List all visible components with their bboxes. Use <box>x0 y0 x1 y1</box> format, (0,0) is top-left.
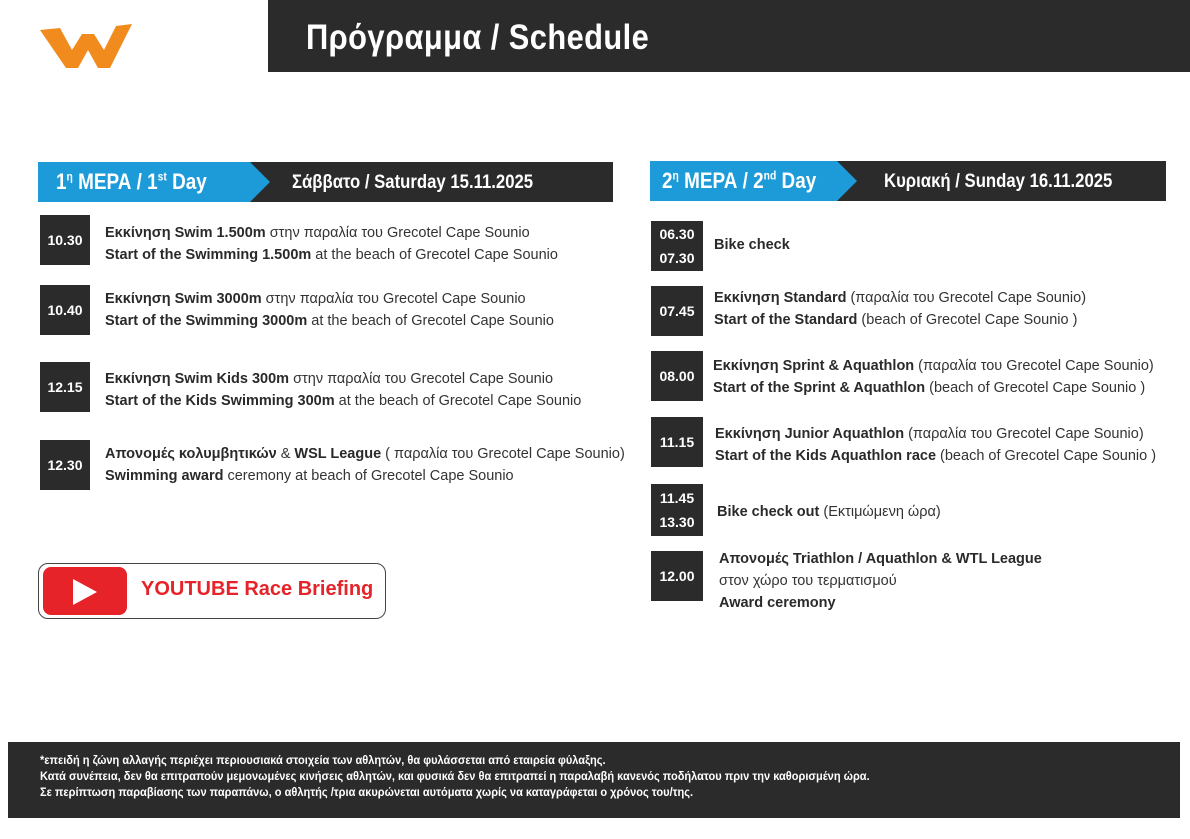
time-box: 07.45 <box>651 286 703 336</box>
schedule-item: Εκκίνηση Sprint & Aquathlon (παραλία του Grecotel Cape Sounio) Start of the Sprint & Aquathlon (beach of Grecotel Cape Sounio ) <box>713 358 1154 396</box>
schedule-item: Εκκίνηση Swim Kids 300m στην παραλία του Grecotel Cape Sounio Start of the Kids Swimming 300m at the beach of Grecotel Cape Sounio <box>105 371 582 409</box>
youtube-briefing-button[interactable] <box>38 563 386 619</box>
play-icon <box>43 567 127 615</box>
footer-line: Κατά συνέπεια, δεν θα επιτραπούν μεμονωμένες κινήσεις αθλητών, και φυσικά δεν θα επιτραπεί η παραλαβή κανενός ποδήλατου πριν την καθορισμένη ώρα. <box>40 769 870 783</box>
day2-date: Κυριακή / Sunday 16.11.2025 <box>884 171 1113 192</box>
footer-line: Σε περίπτωση παραβίασης των παραπάνω, ο αθλητής /τρια ακυρώνεται αυτόματα χωρίς να καταγράφεται ο χρόνος του/της. <box>40 785 694 799</box>
time-box: 10.40 <box>40 285 90 335</box>
time-box: 12.00 <box>651 551 703 601</box>
day1-header <box>38 162 613 202</box>
schedule-item: Εκκίνηση Junior Aquathlon (παραλία του Grecotel Cape Sounio) Start of the Kids Aquathlon race (beach of Grecotel Cape Sounio ) <box>715 426 1157 464</box>
schedule-item: Bike check out (Εκτιμώμενη ώρα) <box>717 504 941 520</box>
footer-notice <box>8 742 1180 818</box>
schedule-item: Εκκίνηση Swim 1.500m στην παραλία του Grecotel Cape Sounio Start of the Swimming 1.500m at the beach of Grecotel Cape Sounio <box>105 225 558 263</box>
day2-header <box>650 161 1166 201</box>
schedule-item: Εκκίνηση Swim 3000m στην παραλία του Grecotel Cape Sounio Start of the Swimming 3000m at the beach of Grecotel Cape Sounio <box>105 291 554 329</box>
time-box: 12.30 <box>40 440 90 490</box>
time-box: 08.00 <box>651 351 703 401</box>
day1-date: Σάββατο / Saturday 15.11.2025 <box>292 172 534 193</box>
schedule-item: Bike check <box>714 237 790 253</box>
schedule-item: Απονομές Triathlon / Aquathlon & WTL League στον χώρο του τερματισμού Award ceremony <box>719 551 1042 611</box>
time-box: 12.15 <box>40 362 90 412</box>
footer-line: *επειδή η ζώνη αλλαγής περιέχει περιουσιακά στοιχεία των αθλητών, θα φυλάσσεται από εταιρεία φύλαξης. <box>40 753 606 767</box>
page-title: Πρόγραμμα / Schedule <box>306 18 650 57</box>
brand-logo <box>38 20 134 70</box>
time-box: 10.30 <box>40 215 90 265</box>
day2-label: $2^\eta$ ΜΕΡΑ / 2nd Day <box>650 161 837 201</box>
time-box: 11.45 13.30 <box>651 484 703 536</box>
header-bar <box>268 0 1190 72</box>
schedule-item: Απονομές κολυμβητικών & WSL League ( παραλία του Grecotel Cape Sounio) Swimming award ceremony at beach of Grecotel Cape Sounio <box>105 446 625 484</box>
time-box: 11.15 <box>651 417 703 467</box>
day1-label: $1^\eta$ ΜΕΡΑ / 1st Day <box>38 162 250 202</box>
time-box: 06.30 07.30 <box>651 221 703 271</box>
schedule-item: Εκκίνηση Standard (παραλία του Grecotel Cape Sounio) Start of the Standard (beach of Grecotel Cape Sounio ) <box>714 290 1087 328</box>
youtube-briefing-label: YOUTUBE Race Briefing <box>141 578 374 600</box>
